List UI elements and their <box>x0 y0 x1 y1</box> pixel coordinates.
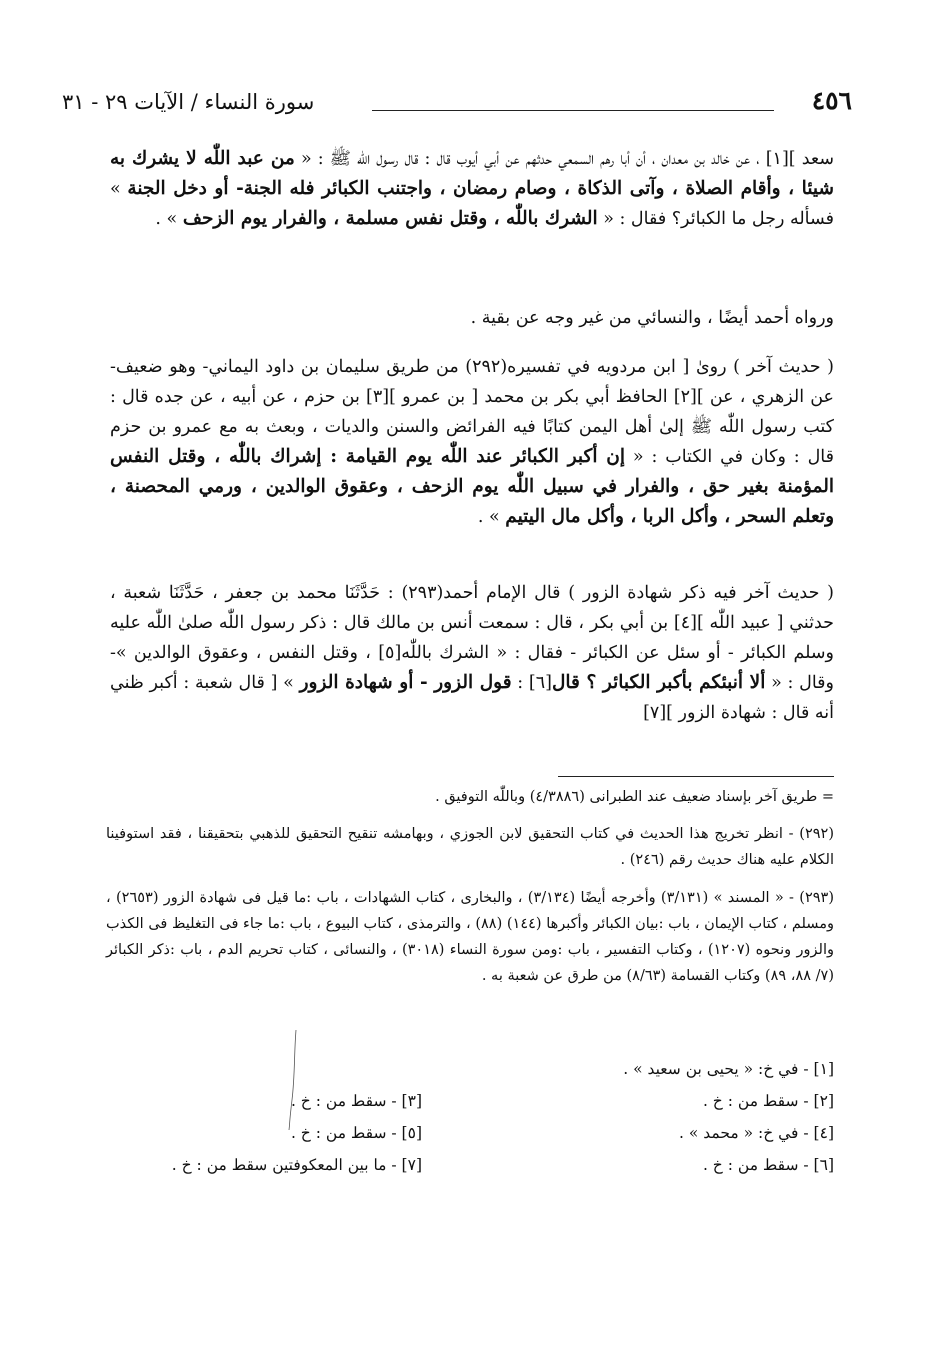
narration-text: : حَدَّثَنَا محمد بن جعفر ، حَدَّثَنَا شعبة ، حدثني [ عبيد اللّٰه ] <box>110 583 834 633</box>
narration-text: (٢٩٢) <box>465 357 508 377</box>
paragraph-hadith-abu-ayyub <box>110 144 834 234</box>
narration-text: ، عن خالد بن معدان ، أن أبا رهم السمعي حدثهم عن أبي أيوب قال : قال رسول اللّٰه ﷺ : « <box>294 149 766 169</box>
narration-text: من طريق سليمان بن داود اليماني- وهو ضعيف- عن الزهري ، عن ] <box>110 357 834 407</box>
paragraph-hadith-ibn-hazm <box>110 352 834 532</box>
variant-note: [١] - في خ: « يحيى بن سعيد » . <box>623 1060 834 1078</box>
variant-note: [٧] - ما بين المعكوفتين سقط من : خ . <box>171 1156 422 1174</box>
narration-text: : <box>511 673 529 693</box>
page-number: ٤٥٦ <box>811 86 852 115</box>
narration-text: [٣] <box>366 387 390 407</box>
hadith-text: من عبد اللّٰه لا يشرك به شيئا ، وأقام الصلاة ، وآتى الذكاة ، وصام رمضان ، واجتنب الكبائر فله الجنة- أو دخل الجنة <box>110 148 834 199</box>
page-header <box>62 84 852 124</box>
narration-text: [٦] <box>528 673 552 693</box>
variant-row <box>106 1060 834 1092</box>
narration-text: بن حزم ، عن أبيه ، عن جده قال : كتب رسول اللّٰه ﷺ إلىٰ أهل اليمن كتابًا فيه الفرائض والسنن والديات ، وبعث به مع عمرو بن حزم قال : وكان في الكتاب : « <box>110 387 834 467</box>
paragraph-hadith-shahadat-zur <box>110 578 834 728</box>
narration-text: [٢] <box>673 387 697 407</box>
variant-note: [٣] - سقط من : خ . <box>290 1092 422 1110</box>
running-title: سورة النساء / الآيات ٢٩ - ٣١ <box>62 90 315 114</box>
variant-row <box>106 1124 834 1156</box>
variant-row <box>106 1092 834 1124</box>
narration-text: [١] <box>765 149 789 169</box>
narration-text: [٤] <box>673 613 697 633</box>
hadith-text: ألا أنبئكم بأكبر الكبائر ؟ قال <box>551 672 766 693</box>
manuscript-variants <box>106 1060 834 1188</box>
narration-text: (٢٩٣) <box>401 583 444 603</box>
narration-text: سعد ] <box>788 149 834 169</box>
variant-row <box>106 1156 834 1188</box>
variant-note: [٢] - سقط من : خ . <box>702 1092 834 1110</box>
narration-text: ، وقتل النفس ، وعقوق الوالدين »- وقال : « <box>110 643 835 693</box>
variant-note: [٥] - سقط من : خ . <box>290 1124 422 1142</box>
narration-text: » فسأله رجل ما الكبائر؟ فقال : « <box>110 179 834 229</box>
header-rule <box>372 110 774 111</box>
narration-text: ( حديث آخر ) روىٰ [ ابن مردويه في تفسيره <box>507 357 834 377</box>
narration-text: » [ قال شعبة : أكبر ظني أنه قال : شهادة الزور ] <box>110 673 834 723</box>
narration-text: ( حديث آخر فيه ذكر شهادة الزور ) قال الإمام أحمد <box>443 583 834 603</box>
paragraph-ahmad-nasai: ورواه أحمد أيضًا ، والنسائي من غير وجه عن بقية . <box>470 308 834 328</box>
narration-text: [٥] <box>378 643 402 663</box>
footnote-continuation: = طريق آخر بإسناد ضعيف عند الطبرانى (٤/٣٨٨٦) وباللّٰه التوفيق . <box>435 789 834 805</box>
variant-note: [٦] - سقط من : خ . <box>702 1156 834 1174</box>
narration-text: » . <box>477 507 506 527</box>
variant-note: [٤] - في خ: « محمد » . <box>678 1124 834 1142</box>
narration-text: [٧] <box>643 703 667 723</box>
hadith-text: قول الزور - أو شهادة الزور <box>299 672 512 693</box>
footnote-292: (٢٩٢) - انظر تخريج هذا الحديث في كتاب التحقيق لابن الجوزي ، وبهامشه تنقيح التحقيق للذهبي بتحقيقنا ، فقد استوفينا الكلام عليه هناك حديث رقم (٢٤٦) . <box>106 826 834 868</box>
footnote-293: (٢٩٣) - « المسند » (٣/١٣١) وأخرجه أيضًا (٣/١٣٤) ، والبخارى ، كتاب الشهادات ، باب :ما قيل فى شهادة الزور (٢٦٥٣) ، ومسلم ، كتاب الإيمان ، باب :بيان الكبائر وأكبرها (١٤٤) (٨٨) ، والترمذى ، كتاب البيوع ، باب :ما جاء فى التغليظ فى الكذب والزور ونحوه (١٢٠٧) ، وكتاب التفسير ، باب :ومن سورة النساء (٣٠١٨) ، والنسائى ، كتاب تحريم الدم ، باب :ذكر الكبائر (٧/ ٨٨، ٨٩) وكتاب القسامة (٨/٦٣) من طرق عن شعبة به . <box>106 890 834 984</box>
narration-text: الحافظ أبي بكر بن محمد [ بن عمرو ] <box>389 387 674 407</box>
hadith-text: إن أكبر الكبائر عند اللّٰه يوم القيامة : إشراك باللّٰه ، وقتل النفس المؤمنة بغير حق ، والفرار في سبيل اللّٰه يوم الزحف ، وعقوق الوالدين ، ورمي المحصنة ، وتعلم السحر ، وأكل الربا ، وأكل مال اليتيم <box>110 446 834 527</box>
narration-text: » . <box>155 209 183 229</box>
footnote-separator <box>558 776 834 777</box>
narration-text: بن أبي بكر ، قال : سمعت أنس بن مالك قال : ذكر رسول اللّٰه صلىٰ اللّٰه عليه وسلم الكبائر - أو سئل عن الكبائر - فقال : « الشرك باللّٰه <box>110 613 835 663</box>
hadith-text: الشرك باللّٰه ، وقتل نفس مسلمة ، والفرار يوم الزحف <box>182 208 598 229</box>
